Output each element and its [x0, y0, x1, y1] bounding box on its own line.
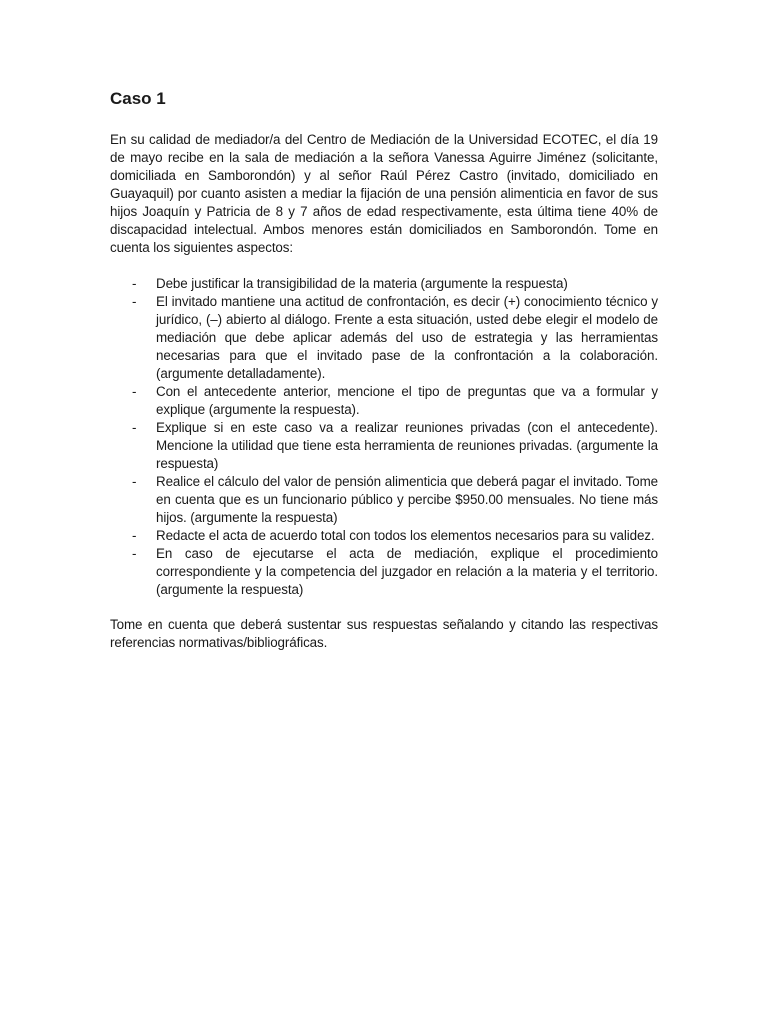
bullet-dash: -	[132, 528, 137, 543]
list-item	[110, 527, 658, 545]
list-item-text: Redacte el acta de acuerdo total con todos los elementos necesarios para su validez.	[156, 528, 655, 543]
list-item	[110, 473, 658, 527]
list-item-text: Con el antecedente anterior, mencione el tipo de preguntas que va a formular y explique (argumente la respuesta).	[156, 384, 658, 417]
bullet-dash: -	[132, 420, 137, 435]
list-item	[110, 275, 658, 293]
list-item	[110, 383, 658, 419]
document-title: Caso 1	[110, 89, 166, 108]
list-item-text: El invitado mantiene una actitud de confrontación, es decir (+) conocimiento técnico y jurídico, (–) abierto al diálogo. Frente a esta situación, usted debe elegir el modelo de mediación que debe aplicar además del uso de estrategia y las herramientas necesarias para que el invitado pase de la confrontación a la colaboración. (argumente detalladamente).	[156, 294, 658, 381]
aspects-list	[110, 275, 658, 599]
list-item-text: Debe justificar la transigibilidad de la materia (argumente la respuesta)	[156, 276, 568, 291]
closing-paragraph: Tome en cuenta que deberá sustentar sus respuestas señalando y citando las respectivas referencias normativas/bibliográficas.	[110, 617, 658, 650]
list-item	[110, 293, 658, 383]
list-item	[110, 419, 658, 473]
list-item-text: Explique si en este caso va a realizar reuniones privadas (con el antecedente). Mencione la utilidad que tiene esta herramienta de reuniones privadas. (argumente la respuesta)	[156, 420, 658, 471]
list-item-text: Realice el cálculo del valor de pensión alimenticia que deberá pagar el invitado. Tome en cuenta que es un funcionario público y percibe $950.00 mensuales. No tiene más hijos. (argumente la respuesta)	[156, 474, 658, 525]
bullet-dash: -	[132, 546, 137, 561]
intro-paragraph: En su calidad de mediador/a del Centro de Mediación de la Universidad ECOTEC, el día 19 de mayo recibe en la sala de mediación a la señora Vanessa Aguirre Jiménez (solicitante, domiciliada en Samborondón) y al señor Raúl Pérez Castro (invitado, domiciliado en Guayaquil) por cuanto asisten a mediar la fijación de una pensión alimenticia en favor de sus hijos Joaquín y Patricia de 8 y 7 años de edad respectivamente, esta última tiene 40% de discapacidad intelectual. Ambos menores están domiciliados en Samborondón. Tome en cuenta los siguientes aspectos:	[110, 132, 658, 255]
bullet-dash: -	[132, 294, 137, 309]
bullet-dash: -	[132, 276, 137, 291]
list-item	[110, 545, 658, 599]
document-page	[110, 88, 658, 652]
list-item-text: En caso de ejecutarse el acta de mediación, explique el procedimiento correspondiente y la competencia del juzgador en relación a la materia y el territorio. (argumente la respuesta)	[156, 546, 658, 597]
bullet-dash: -	[132, 474, 137, 489]
bullet-dash: -	[132, 384, 137, 399]
